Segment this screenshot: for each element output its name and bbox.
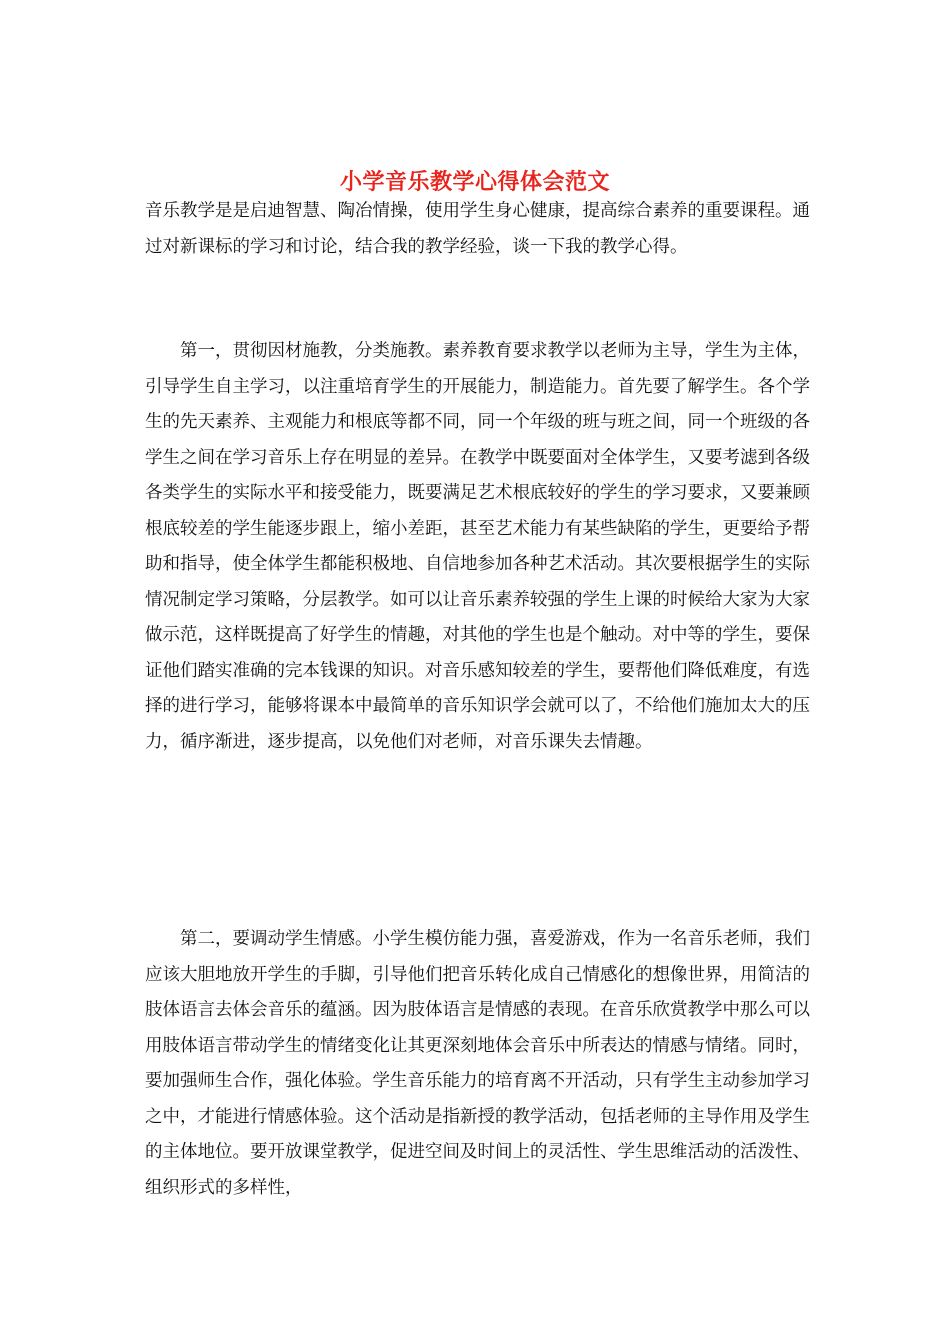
intro-paragraph: 音乐教学是是启迪智慧、陶冶情操，使用学生身心健康，提高综合素养的重要课程。通过对新课标的学习和讨论，结合我的教学经验，谈一下我的教学心得。 bbox=[145, 201, 810, 257]
paragraph-2: 第二，要调动学生情感。小学生模仿能力强，喜爱游戏，作为一名音乐老师，我们应该大胆地放开学生的手脚，引导他们把音乐转化成自己情感化的想像世界，用简洁的肢体语言去体会音乐的蕴涵。因为肢体语言是情感的表现。在音乐欣赏教学中那么可以用肢体语言带动学生的情绪变化让其更深刻地体会音乐中所表达的情感与情绪。同时，要加强师生合作，强化体验。学生音乐能力的培育离不开活动，只有学生主动参加学习之中，才能进行情感体验。这个活动是指新授的教学活动，包括老师的主导作用及学生的主体地位。要开放课堂教学，促进空间及时间上的灵活性、学生思维活动的活泼性、组织形式的多样性， bbox=[145, 929, 810, 1198]
paragraph-1: 第一，贯彻因材施教，分类施教。素养教育要求教学以老师为主导，学生为主体，引导学生自主学习，以注重培育学生的开展能力，制造能力。首先要了解学生。各个学生的先天素养、主观能力和根底等都不同，同一个年级的班与班之间，同一个班级的各学生之间在学习音乐上存在明显的差异。在教学中既要面对全体学生，又要考滤到各级各类学生的实际水平和接受能力，既要满足艺术根底较好的学生的学习要求，又要兼顾根底较差的学生能逐步跟上，缩小差距，甚至艺术能力有某些缺陷的学生，更要给予帮助和指导，使全体学生都能积极地、自信地参加各种艺术活动。其次要根据学生的实际情况制定学习策略，分层教学。如可以让音乐素养较强的学生上课的时候给大家为大家做示范，这样既提高了好学生的情趣，对其他的学生也是个触动。对中等的学生，要保证他们踏实准确的完本钱课的知识。对音乐感知较差的学生，要帮他们降低难度，有选择的进行学习，能够将课本中最简单的音乐知识学会就可以了，不给他们施加太大的压力，循序渐进，逐步提高，以免他们对老师，对音乐课失去情趣。 bbox=[145, 341, 810, 752]
document-title: 小学音乐教学心得体会范文 bbox=[339, 168, 610, 195]
